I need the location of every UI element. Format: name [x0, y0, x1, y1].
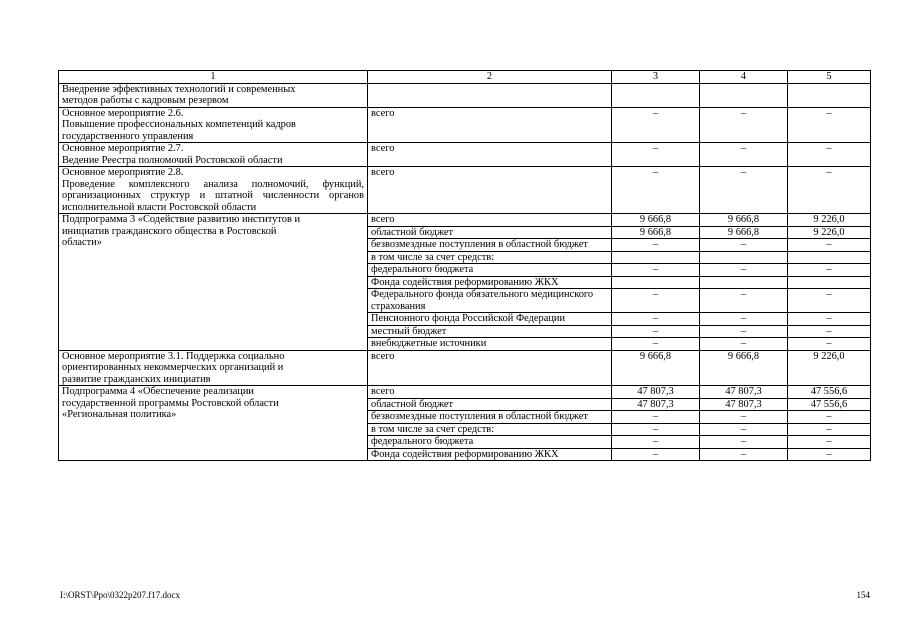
value-cell	[612, 276, 700, 289]
funding-source-cell: внебюджетные источники	[368, 338, 612, 351]
funding-source-cell: областной бюджет	[368, 398, 612, 411]
activity-line: Основное мероприятие 2.6.	[62, 107, 184, 119]
funding-source-cell: Фонда содействия реформированию ЖКХ	[368, 276, 612, 289]
activity-line: области»	[62, 237, 102, 248]
activity-line: государственного управления	[62, 130, 194, 142]
value-cell: –	[700, 264, 788, 277]
funding-source-cell: Фонда содействия реформированию ЖКХ	[368, 448, 612, 461]
value-cell	[612, 83, 700, 107]
activity-line: Ведение Реестра полномочий Ростовской области	[62, 154, 283, 166]
funding-source-cell: в том числе за счет средств:	[368, 251, 612, 264]
activity-line: Основное мероприятие 2.8.	[62, 167, 184, 178]
funding-source-cell: безвозмездные поступления в областной бюджет	[368, 411, 612, 424]
funding-source-cell: всего	[368, 107, 612, 143]
header-cell: 3	[612, 71, 700, 84]
value-cell: –	[612, 325, 700, 338]
value-cell: 9 666,8	[700, 214, 788, 227]
value-cell	[788, 251, 871, 264]
activity-line: Внедрение эффективных технологий и современных	[62, 83, 296, 95]
funding-source-cell: местный бюджет	[368, 325, 612, 338]
value-cell: –	[788, 107, 871, 143]
value-cell: –	[700, 239, 788, 252]
value-cell: 9 666,8	[700, 350, 788, 386]
value-cell: –	[612, 423, 700, 436]
value-cell	[700, 83, 788, 107]
value-cell: –	[788, 411, 871, 424]
value-cell: –	[700, 411, 788, 424]
header-cell: 4	[700, 71, 788, 84]
activity-line: Подпрограмма 3 «Содействие развитию институтов и	[62, 214, 301, 225]
value-cell: –	[788, 239, 871, 252]
funding-source-cell: всего	[368, 143, 612, 167]
page-number: 154	[856, 590, 870, 600]
value-cell: –	[612, 436, 700, 449]
value-cell	[788, 83, 871, 107]
value-cell	[612, 251, 700, 264]
funding-source-cell: всего	[368, 214, 612, 227]
value-cell: 9 226,0	[788, 214, 871, 227]
activity-line: «Региональная политика»	[62, 409, 177, 420]
value-cell: –	[788, 143, 871, 167]
activity-cell	[59, 107, 368, 143]
value-cell: –	[788, 423, 871, 436]
value-cell: 47 556,6	[788, 386, 871, 399]
value-cell: –	[700, 325, 788, 338]
funding-source-cell	[368, 83, 612, 107]
funding-source-cell: Федерального фонда обязательного медицинского страхования	[368, 289, 612, 313]
value-cell: –	[700, 436, 788, 449]
value-cell: 47 807,3	[700, 386, 788, 399]
funding-source-cell: федерального бюджета	[368, 436, 612, 449]
footer-file-path: I:\ORST\Ppo\0322p207.f17.docx	[60, 590, 181, 600]
activity-line: инициатив гражданского общества в Ростовской	[62, 225, 277, 237]
activity-cell	[59, 83, 368, 107]
activity-cell	[59, 386, 368, 461]
value-cell: 9 666,8	[612, 350, 700, 386]
funding-source-cell: безвозмездные поступления в областной бюджет	[368, 239, 612, 252]
value-cell: –	[700, 107, 788, 143]
activity-cell	[59, 350, 368, 386]
value-cell: 9 666,8	[612, 214, 700, 227]
table-row	[59, 83, 871, 107]
header-cell: 2	[368, 71, 612, 84]
value-cell: 47 807,3	[612, 398, 700, 411]
value-cell: –	[700, 167, 788, 214]
activity-cell	[59, 167, 368, 214]
activity-line: Основное мероприятие 2.7.	[62, 143, 184, 154]
value-cell	[700, 276, 788, 289]
activity-line: методов работы с кадровым резервом	[62, 95, 229, 106]
value-cell: –	[700, 313, 788, 326]
value-cell: –	[612, 313, 700, 326]
funding-source-cell: всего	[368, 386, 612, 399]
funding-source-cell: областной бюджет	[368, 226, 612, 239]
activity-line: Подпрограмма 4 «Обеспечение реализации	[62, 386, 254, 397]
value-cell: 9 226,0	[788, 226, 871, 239]
funding-source-cell: всего	[368, 350, 612, 386]
funding-source-cell: федерального бюджета	[368, 264, 612, 277]
value-cell: –	[612, 143, 700, 167]
value-cell: –	[700, 448, 788, 461]
value-cell: –	[788, 338, 871, 351]
value-cell	[788, 276, 871, 289]
value-cell: 9 666,8	[612, 226, 700, 239]
value-cell: –	[788, 436, 871, 449]
header-row	[59, 71, 871, 84]
financing-table	[58, 70, 871, 461]
value-cell: –	[788, 264, 871, 277]
value-cell: 47 807,3	[700, 398, 788, 411]
value-cell: –	[612, 289, 700, 313]
value-cell: 47 556,6	[788, 398, 871, 411]
value-cell: –	[612, 411, 700, 424]
table-row	[59, 143, 871, 167]
value-cell: –	[788, 325, 871, 338]
value-cell: 9 226,0	[788, 350, 871, 386]
funding-source-cell: всего	[368, 167, 612, 214]
value-cell: –	[788, 167, 871, 214]
header-cell: 5	[788, 71, 871, 84]
activity-line: Проведение комплексного анализа полномочий, функций, организационных структур и штатной численности органов исполнительной власти Ростовской области	[62, 178, 364, 213]
activity-line: ориентированных некоммерческих организаций и	[62, 362, 284, 373]
table-row	[59, 167, 871, 214]
value-cell: 9 666,8	[700, 226, 788, 239]
table-body	[59, 71, 871, 461]
value-cell: –	[788, 289, 871, 313]
activity-line: государственной программы Ростовской области	[62, 397, 279, 409]
activity-line: Основное мероприятие 3.1. Поддержка социально	[62, 350, 285, 362]
table-row	[59, 214, 871, 227]
value-cell: –	[700, 143, 788, 167]
funding-source-cell: Пенсионного фонда Российской Федерации	[368, 313, 612, 326]
table-row	[59, 386, 871, 399]
activity-line: развитие гражданских инициатив	[62, 373, 211, 385]
value-cell: –	[612, 264, 700, 277]
funding-source-cell: в том числе за счет средств:	[368, 423, 612, 436]
value-cell: –	[700, 289, 788, 313]
value-cell: –	[612, 107, 700, 143]
value-cell	[700, 251, 788, 264]
activity-cell	[59, 143, 368, 167]
header-cell: 1	[59, 71, 368, 84]
value-cell: –	[612, 167, 700, 214]
value-cell: –	[788, 313, 871, 326]
activity-cell	[59, 214, 368, 351]
value-cell: –	[788, 448, 871, 461]
value-cell: –	[612, 338, 700, 351]
activity-line: Повышение профессиональных компетенций кадров	[62, 119, 296, 130]
value-cell: –	[612, 448, 700, 461]
value-cell: –	[700, 338, 788, 351]
table-row	[59, 350, 871, 386]
table-row	[59, 107, 871, 143]
value-cell: 47 807,3	[612, 386, 700, 399]
value-cell: –	[612, 239, 700, 252]
value-cell: –	[700, 423, 788, 436]
